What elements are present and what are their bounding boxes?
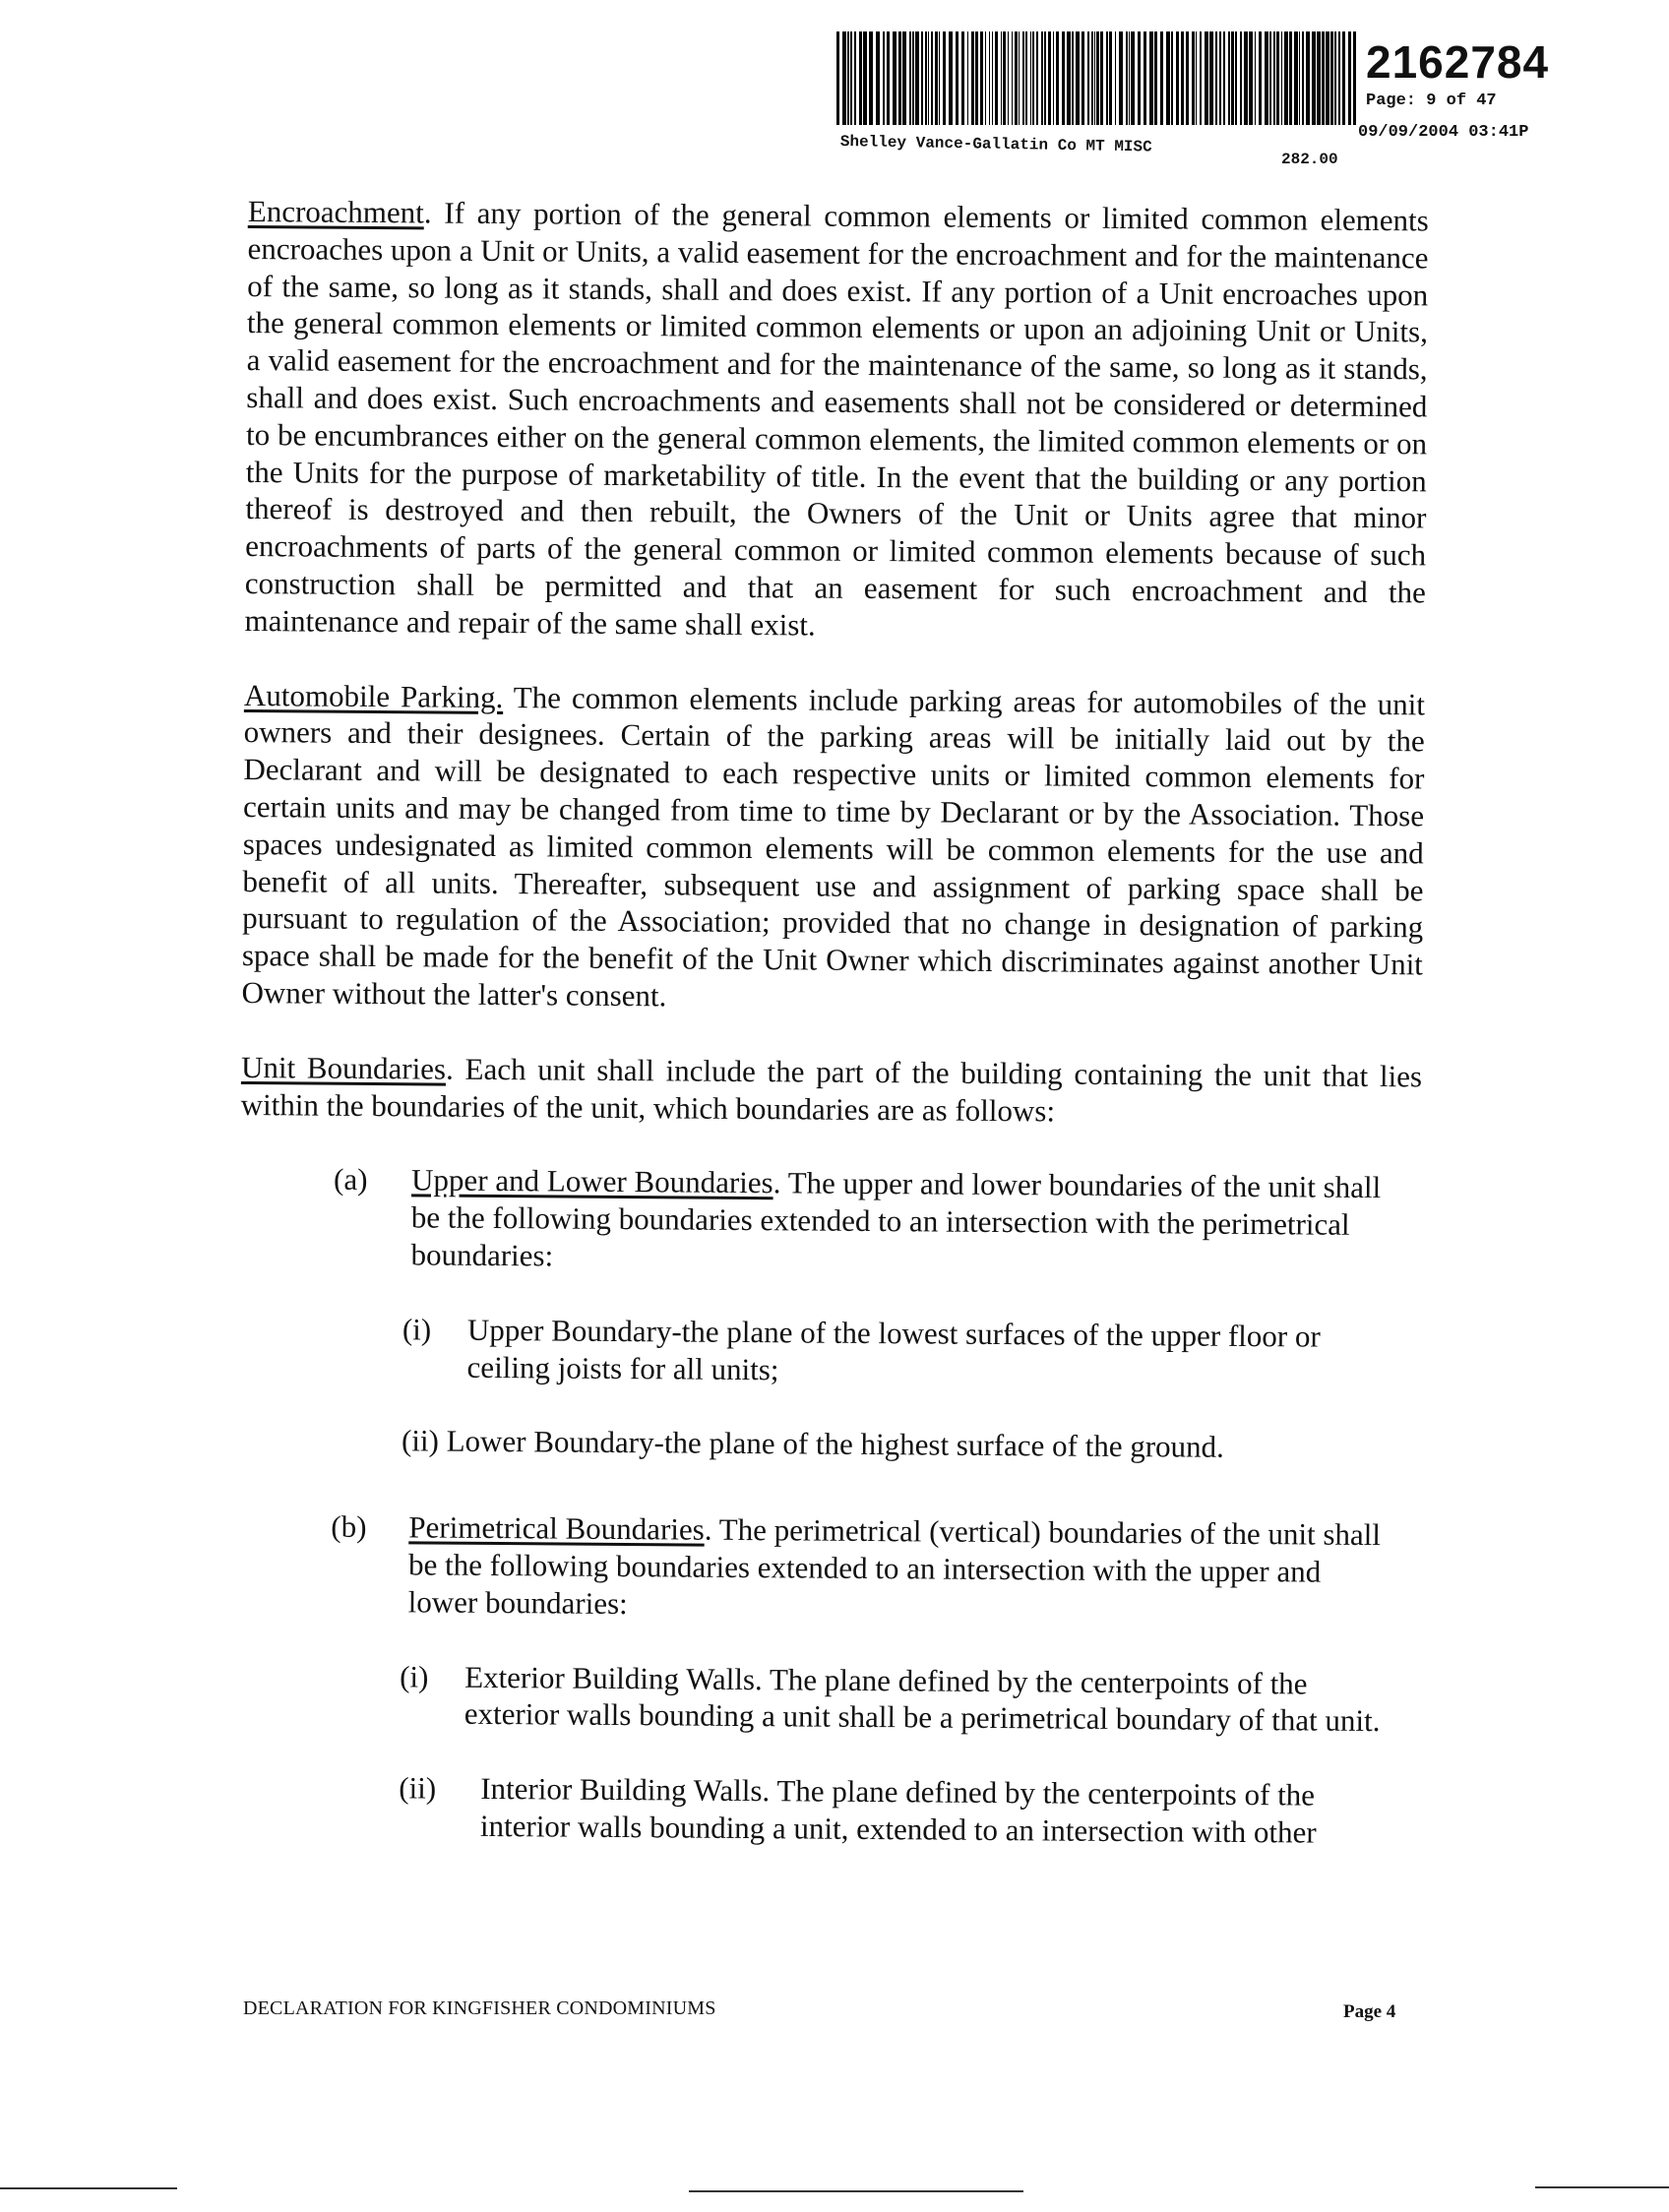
barcode-bar bbox=[971, 31, 974, 125]
barcode-bar bbox=[1240, 31, 1242, 125]
barcode-bar bbox=[1062, 31, 1065, 125]
document-number: 2162784 bbox=[1366, 36, 1550, 88]
barcode-bar bbox=[956, 31, 958, 125]
barcode-bar bbox=[949, 31, 953, 125]
unit-boundaries-paragraph bbox=[241, 1049, 1423, 1133]
barcode-bar bbox=[1100, 31, 1103, 125]
sub-item-b-ii-text: Interior Building Walls. The plane defined by the centerpoints of the interior walls bounding a unit, extended to an intersection with other bbox=[479, 1771, 1317, 1850]
barcode-bar bbox=[859, 31, 862, 125]
sub-item-a-i-text: Upper Boundary-the plane of the lowest surfaces of the upper floor or ceiling joists for all units; bbox=[466, 1312, 1321, 1386]
parking-title: Automobile Parking. bbox=[243, 677, 504, 714]
barcode-bar bbox=[1353, 31, 1356, 125]
barcode-bar bbox=[909, 31, 911, 125]
barcode-bar bbox=[1228, 31, 1230, 125]
sub-item-b-ii-label: (ii) bbox=[399, 1770, 437, 1806]
unit-boundaries-title: Unit Boundaries bbox=[240, 1049, 447, 1086]
barcode-bar bbox=[1131, 31, 1135, 125]
barcode-bar bbox=[902, 31, 906, 125]
barcode-bar bbox=[1171, 31, 1173, 125]
barcode-bar bbox=[1223, 31, 1225, 125]
barcode-bar bbox=[1255, 31, 1256, 125]
barcode-bar bbox=[1003, 31, 1006, 125]
sub-item-b-i bbox=[400, 1658, 1399, 1741]
barcode-bar bbox=[1338, 31, 1340, 125]
barcode-bar bbox=[1015, 31, 1018, 125]
encroachment-paragraph bbox=[244, 193, 1429, 648]
barcode-bar bbox=[1008, 31, 1009, 125]
sub-item-b-i-label: (i) bbox=[400, 1658, 429, 1693]
barcode-graphic bbox=[836, 31, 1356, 125]
barcode-bar bbox=[1076, 31, 1080, 125]
barcode-bar bbox=[1231, 31, 1234, 125]
recording-stamp bbox=[836, 31, 1565, 179]
barcode-bar bbox=[836, 31, 839, 125]
recording-datetime: 09/09/2004 03:41P bbox=[1358, 123, 1529, 142]
barcode-bar bbox=[943, 31, 946, 125]
barcode-bar bbox=[1067, 31, 1071, 125]
barcode-bar bbox=[1166, 31, 1170, 125]
list-item-a-label: (a) bbox=[333, 1162, 368, 1198]
barcode-bar bbox=[1154, 31, 1157, 125]
barcode-bar bbox=[887, 31, 890, 125]
barcode-bar bbox=[1209, 31, 1213, 125]
barcode-bar bbox=[1126, 31, 1128, 125]
barcode-bar bbox=[1022, 31, 1024, 125]
barcode-bar bbox=[1149, 31, 1153, 125]
barcode-bar bbox=[1269, 31, 1271, 125]
page-count: Page: 9 of 47 bbox=[1366, 92, 1497, 110]
barcode-bar bbox=[1025, 31, 1027, 125]
barcode-bar bbox=[989, 31, 990, 125]
barcode-bar bbox=[1281, 31, 1282, 125]
barcode-bar bbox=[1289, 31, 1292, 125]
barcode-bar bbox=[1334, 31, 1336, 125]
barcode-bar bbox=[1087, 31, 1089, 125]
barcode-bar bbox=[1244, 31, 1248, 125]
sub-item-b-i-text: Exterior Building Walls. The plane defined by the centerpoints of the exterior walls bounding a unit shall be a perimetrical boundary of that unit. bbox=[464, 1659, 1381, 1739]
barcode-bar bbox=[1273, 31, 1275, 125]
barcode-bar bbox=[915, 31, 919, 125]
barcode-bar bbox=[995, 31, 998, 125]
barcode-bar bbox=[847, 31, 849, 125]
barcode-bar bbox=[1312, 31, 1316, 125]
barcode-bar bbox=[992, 31, 993, 125]
barcode-bar bbox=[1012, 31, 1013, 125]
perimetrical-boundaries-title: Perimetrical Boundaries bbox=[408, 1509, 705, 1547]
barcode-bar bbox=[980, 31, 983, 125]
barcode-bar bbox=[1001, 31, 1002, 125]
list-item-b bbox=[331, 1508, 1390, 1628]
barcode-bar bbox=[1041, 31, 1043, 125]
barcode-bar bbox=[1144, 31, 1146, 125]
barcode-bar bbox=[1186, 31, 1189, 125]
barcode-bar bbox=[1094, 31, 1095, 125]
barcode-bar bbox=[898, 31, 901, 125]
sub-item-b-ii bbox=[399, 1769, 1398, 1852]
barcode-bar bbox=[1326, 31, 1329, 125]
scan-artifact-line bbox=[1535, 2186, 1669, 2188]
barcode-bar bbox=[1048, 31, 1051, 125]
barcode-bar bbox=[931, 31, 933, 125]
barcode-bar bbox=[1342, 31, 1345, 125]
barcode-bar bbox=[1115, 31, 1116, 125]
barcode-bar bbox=[1348, 31, 1351, 125]
barcode-bar bbox=[1306, 31, 1310, 125]
barcode-bar bbox=[850, 31, 852, 125]
barcode-bar bbox=[1091, 31, 1093, 125]
barcode-bar bbox=[939, 31, 940, 125]
sub-item-a-i bbox=[402, 1311, 1401, 1393]
barcode-bar bbox=[1056, 31, 1059, 125]
barcode-bar bbox=[1265, 31, 1268, 125]
scan-artifact-line bbox=[0, 2187, 177, 2189]
barcode-bar bbox=[1330, 31, 1333, 125]
sub-item-a-ii bbox=[402, 1423, 1400, 1468]
barcode-bar bbox=[921, 31, 923, 125]
barcode-bar bbox=[1036, 31, 1038, 125]
barcode-bar bbox=[1196, 31, 1197, 125]
barcode-bar bbox=[1259, 31, 1262, 125]
barcode-bar bbox=[1192, 31, 1195, 125]
barcode-bar bbox=[1219, 31, 1221, 125]
barcode-bar bbox=[883, 31, 885, 125]
barcode-bar bbox=[1276, 31, 1279, 125]
barcode-bar bbox=[1160, 31, 1163, 125]
barcode-bar bbox=[985, 31, 986, 125]
parking-text: The common elements include parking areas for automobiles of the unit owners and their designees. Certain of the parking areas will be initially laid out by the Declarant and will be designated to each respective units or limited common elements for certain units and may be changed from time to time by Declarant or by the Association. Those spaces undesignated as limited common elements will be common elements for the use and benefit of all units. Thereafter, subsequent use and assignment of parking space shall be pursuant to regulation of the Association; provided that no change in designation of parking space shall be made for the benefit of the Unit Owner which discriminates against another Unit Owner without the latter's consent. bbox=[241, 679, 1426, 1014]
barcode-bar bbox=[1044, 31, 1046, 125]
barcode-bar bbox=[1082, 31, 1084, 125]
encroachment-text: . If any portion of the general common elements or limited common elements encroaches upon a Unit or Units, a valid easement for the encroachment and for the maintenance of the same, so long as it stands, shall and does exist. If any portion of a Unit encroaches upon the general common elements or limited common elements or upon an adjoining Unit or Units, a valid easement for the encroachment and for the maintenance of the same, so long as it stands, shall and does exist. Such encroachments and easements shall not be considered or determined to be encumbrances either on the general common elements, the limited common elements or on the Units for the purpose of marketability of title. In the event that the building or any portion thereof is destroyed and then rebuilt, the Owners of the Unit or Units agree that minor encroachments of parts of the general common or limited common elements because of such construction shall be permitted and that an easement for such encroachment and the maintenance and repair of the same shall exist. bbox=[244, 195, 1429, 643]
barcode-bar bbox=[1109, 31, 1112, 125]
barcode-bar bbox=[842, 31, 846, 125]
barcode-bar bbox=[1215, 31, 1217, 125]
sub-item-a-i-label: (i) bbox=[402, 1311, 432, 1347]
barcode-bar bbox=[1119, 31, 1123, 125]
barcode-bar bbox=[928, 31, 929, 125]
unit-boundaries-text: . Each unit shall include the part of the building containing the unit that lies within the boundaries of the unit, which boundaries are as follows: bbox=[240, 1051, 1423, 1128]
barcode-bar bbox=[1200, 31, 1202, 125]
upper-lower-boundaries-text: . The upper and lower boundaries of the unit shall be the following boundaries extended to an intersection with the perimetrical boundaries: bbox=[410, 1165, 1382, 1273]
barcode-bar bbox=[1072, 31, 1074, 125]
recording-fee: 282.00 bbox=[1281, 151, 1338, 168]
recorder-name: Shelley Vance-Gallatin Co MT MISC bbox=[839, 133, 1152, 156]
barcode-bar bbox=[1302, 31, 1304, 125]
list-item-b-body bbox=[408, 1508, 1390, 1628]
barcode-bar bbox=[1053, 31, 1054, 125]
barcode-bar bbox=[1205, 31, 1208, 125]
list-item-a-body bbox=[410, 1162, 1391, 1281]
barcode-bar bbox=[1096, 31, 1099, 125]
parking-paragraph bbox=[241, 677, 1425, 1021]
barcode-bar bbox=[1019, 31, 1020, 125]
barcode-bar bbox=[967, 31, 968, 125]
footer-page-number: Page 4 bbox=[1343, 2001, 1396, 2022]
barcode-bar bbox=[1129, 31, 1130, 125]
barcode-bar bbox=[975, 31, 978, 125]
barcode-bar bbox=[1032, 31, 1034, 125]
barcode-bar bbox=[863, 31, 867, 125]
barcode-bar bbox=[854, 31, 856, 125]
barcode-bar bbox=[1317, 31, 1321, 125]
upper-lower-boundaries-title: Upper and Lower Boundaries bbox=[410, 1162, 773, 1200]
barcode-bar bbox=[1176, 31, 1179, 125]
barcode-bar bbox=[1030, 31, 1031, 125]
barcode-bar bbox=[1235, 31, 1237, 125]
barcode-bar bbox=[893, 31, 896, 125]
perimetrical-boundaries-text: . The perimetrical (vertical) boundaries of the unit shall be the following boundaries extended to an intersection with the upper and lower boundaries: bbox=[407, 1511, 1382, 1621]
barcode-bar bbox=[912, 31, 914, 125]
barcode-bar bbox=[961, 31, 964, 125]
barcode-bar bbox=[1299, 31, 1300, 125]
barcode-bar bbox=[869, 31, 873, 125]
barcode-bar bbox=[925, 31, 927, 125]
footer-document-title: DECLARATION FOR KINGFISHER CONDOMINIUMS bbox=[243, 1997, 716, 2019]
sub-item-a-ii-text: (ii) Lower Boundary-the plane of the highest surface of the ground. bbox=[401, 1423, 1225, 1465]
barcode-bar bbox=[1106, 31, 1108, 125]
barcode-bar bbox=[1138, 31, 1141, 125]
list-item-b-label: (b) bbox=[331, 1508, 367, 1545]
barcode-bar bbox=[1249, 31, 1253, 125]
list-item-a bbox=[333, 1161, 1391, 1281]
scan-artifact-line bbox=[689, 2190, 1023, 2192]
barcode-bar bbox=[1284, 31, 1288, 125]
barcode-bar bbox=[1322, 31, 1325, 125]
document-body bbox=[235, 193, 1429, 1852]
barcode-bar bbox=[1294, 31, 1298, 125]
barcode-bar bbox=[1181, 31, 1184, 125]
barcode-bar bbox=[876, 31, 880, 125]
encroachment-title: Encroachment bbox=[247, 193, 425, 230]
barcode-bar bbox=[935, 31, 938, 125]
